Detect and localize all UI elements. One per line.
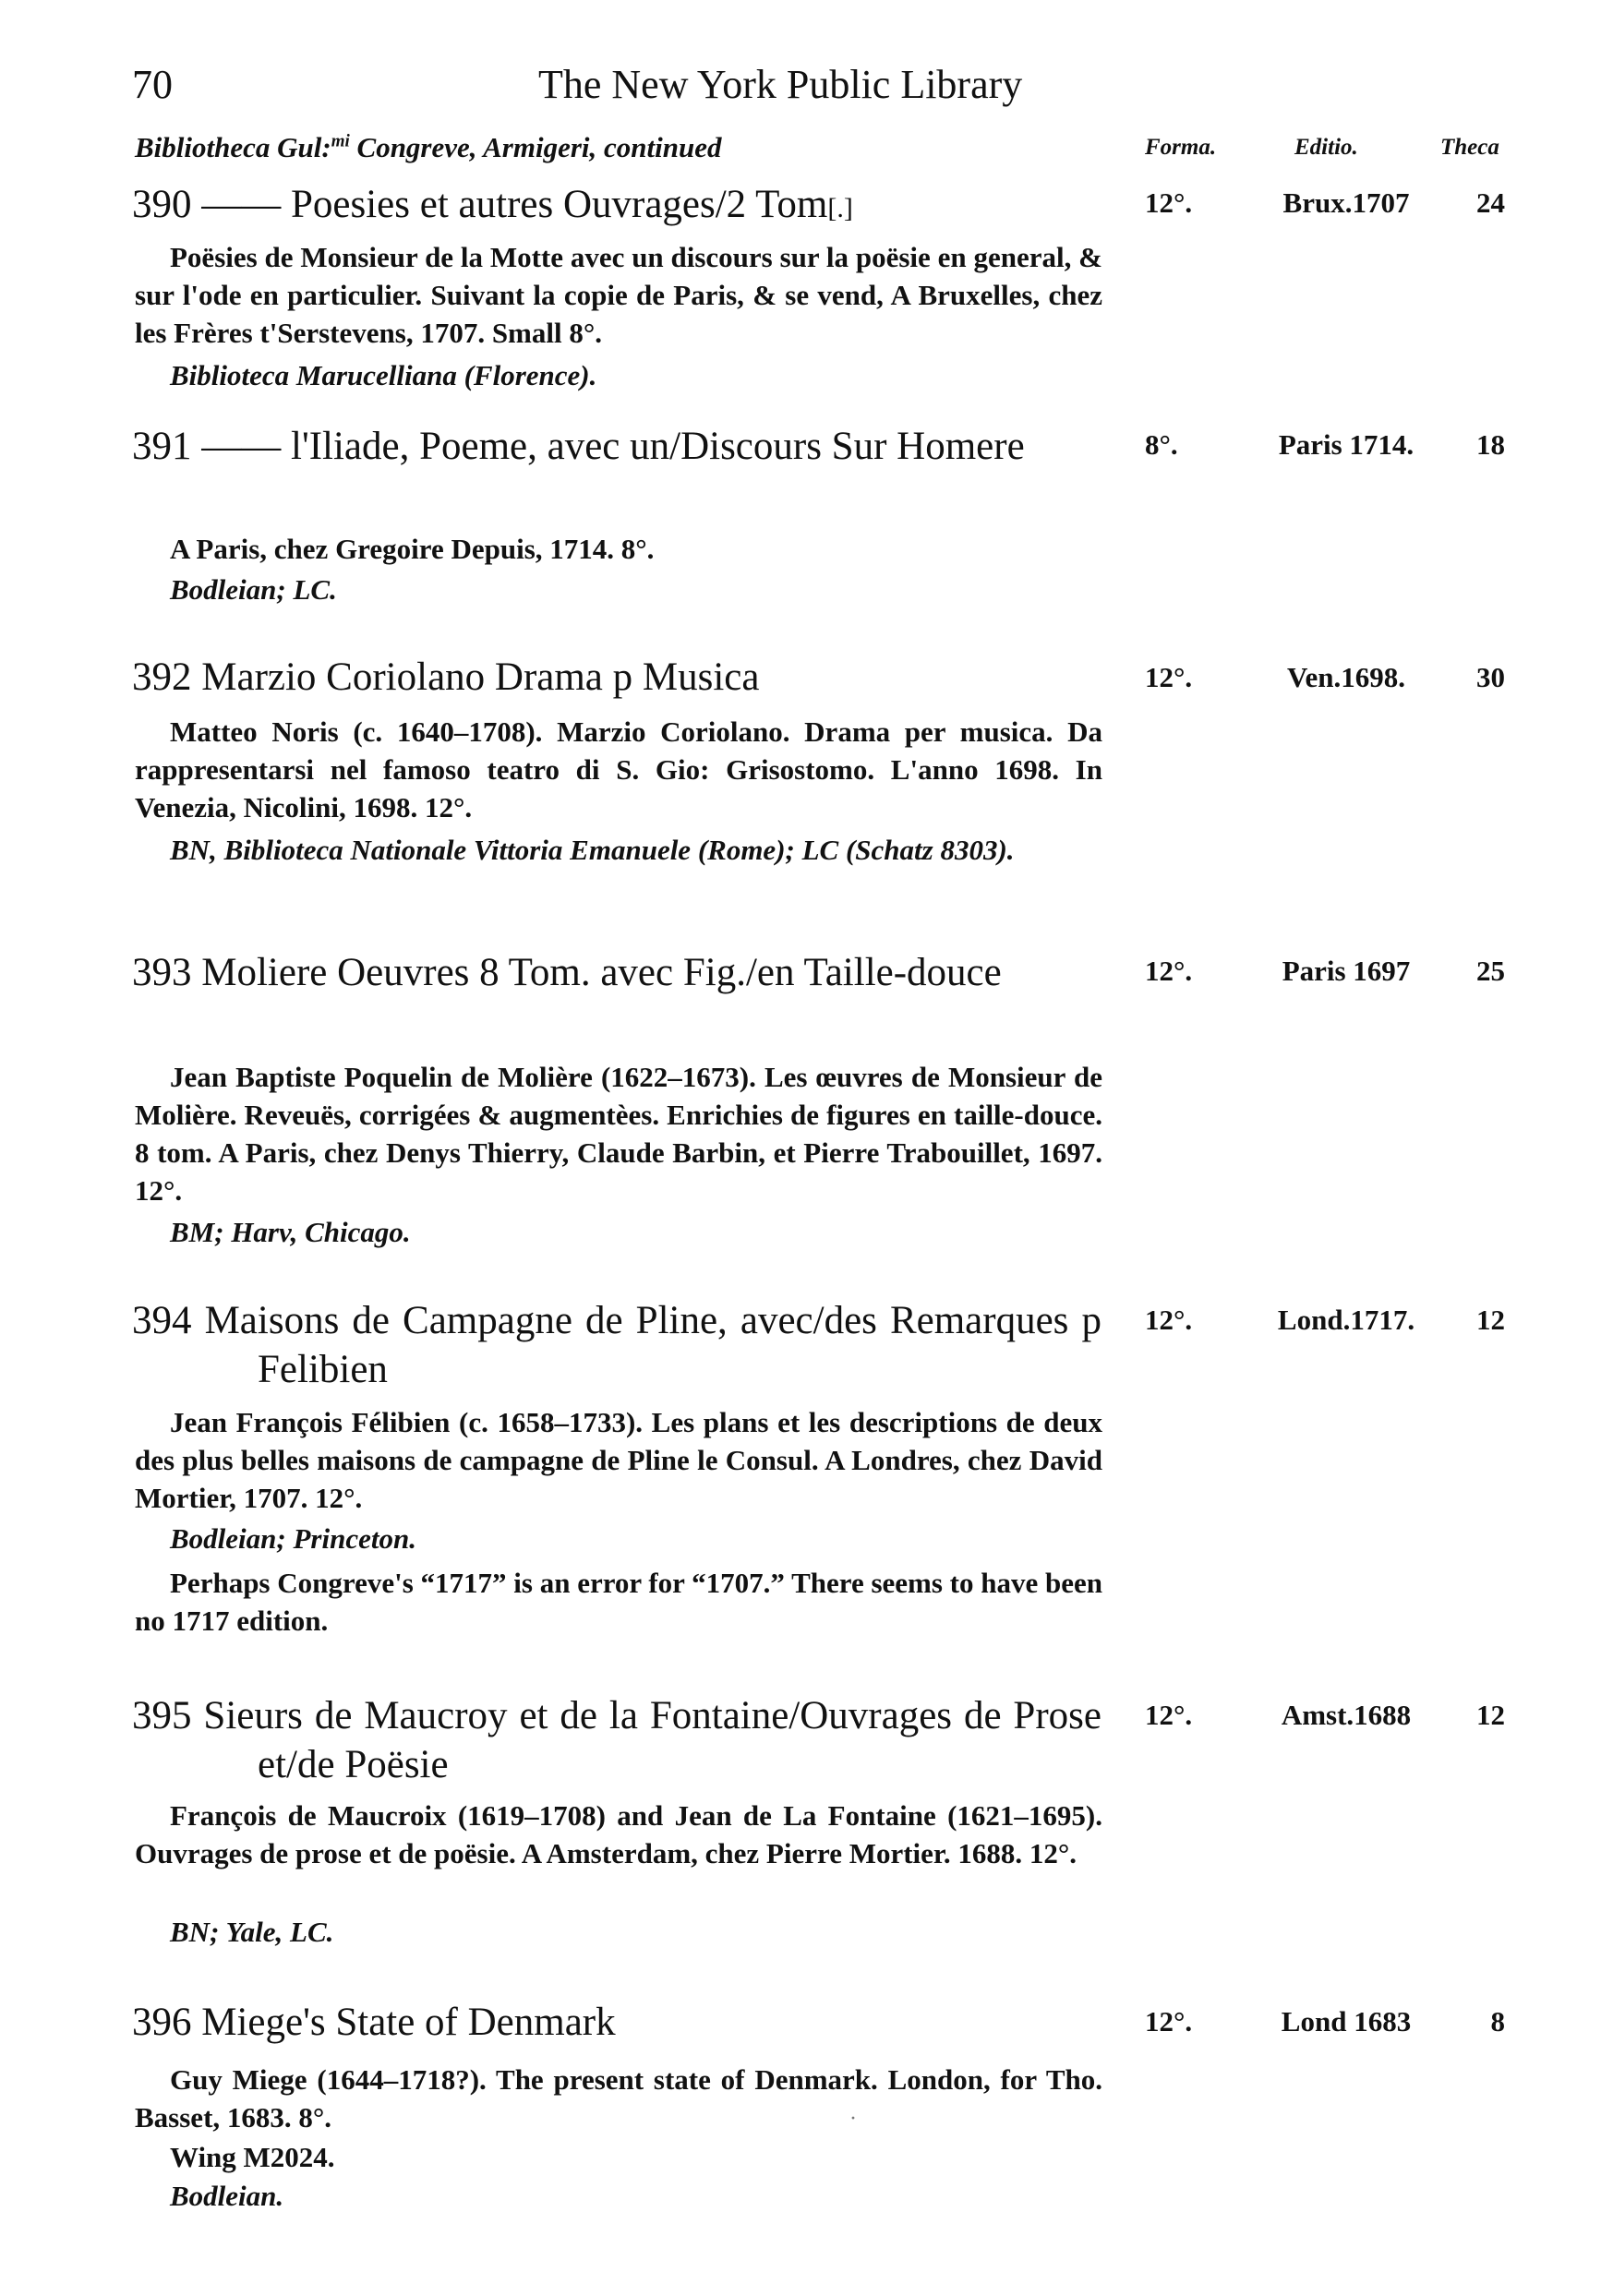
- entry-description: Jean Baptiste Poquelin de Molière (1622–1673). Les œuvres de Monsieur de Molière. Reveuës, corrigées & augmentèes. Enrichies de figures en taille-douce. 8 tom. A Paris, chez Denys Thierry, Claude Barbin, et Pierre Trabouillet, 1697. 12°.: [135, 1061, 1102, 1207]
- entry-title: 395 Sieurs de Maucroy et de la Fontaine/Ouvrages de Prose et/de Poësie: [132, 1694, 1101, 1786]
- entry-editio: Amst.1688: [1281, 1699, 1412, 1731]
- column-header-theca: Theca: [1440, 135, 1499, 160]
- entry-forma: 12°.: [1145, 1304, 1193, 1336]
- entry-title: 392 Marzio Coriolano Drama p Musica: [132, 655, 760, 699]
- column-header-editio: Editio.: [1294, 135, 1358, 160]
- entry-editio: Paris 1697: [1282, 955, 1411, 987]
- entry-editio: Lond 1683: [1281, 2005, 1412, 2038]
- entry-note: Perhaps Congreve's “1717” is an error for “1707.” There seems to have been no 1717 edition.: [135, 1567, 1102, 1637]
- entry-forma: 12°.: [1145, 1699, 1193, 1731]
- entry-theca: 18: [1476, 428, 1505, 461]
- entry-description: Guy Miege (1644–1718?). The present state of Denmark. London, for Tho. Basset, 1683. 8°.: [135, 2063, 1102, 2134]
- entry-forma: 12°.: [1145, 955, 1193, 987]
- entry-description: Poësies de Monsieur de la Motte avec un discours sur la poësie en general, & sur l'ode en particulier. Suivant la copie de Paris, & se vend, A Bruxelles, chez les Frères t'Serstevens, 1707. Small 8°.: [135, 241, 1102, 349]
- entry-theca: 25: [1476, 955, 1505, 987]
- entry-description: Matteo Noris (c. 1640–1708). Marzio Coriolano. Drama per musica. Da rappresentarsi nel famoso teatro di S. Gio: Grisostomo. L'anno 1698. In Venezia, Nicolini, 1698. 12°.: [135, 715, 1102, 823]
- entry-forma: 12°.: [1145, 186, 1193, 219]
- entry-theca: 12: [1476, 1304, 1505, 1336]
- page-number: 70: [132, 62, 173, 107]
- entry-locations: Bodleian; LC.: [170, 573, 337, 606]
- entry-theca: 12: [1476, 1699, 1505, 1731]
- entry-editio: Brux.1707: [1282, 186, 1410, 219]
- entry-reference: Wing M2024.: [170, 2141, 335, 2173]
- entry-description: François de Maucroix (1619–1708) and Jean de La Fontaine (1621–1695). Ouvrages de prose et de poësie. A Amsterdam, chez Pierre Mortier. 1688. 12°.: [135, 1799, 1102, 1869]
- catalog-heading: Bibliotheca Gul:$^{mi}$ Congreve, Armigeri, continued: [135, 131, 722, 163]
- entry-title: 393 Moliere Oeuvres 8 Tom. avec Fig./en Taille-douce: [132, 951, 1002, 994]
- entry-theca: 24: [1476, 186, 1505, 219]
- entry-editio: Lond.1717.: [1277, 1304, 1415, 1336]
- entry-description: A Paris, chez Gregoire Depuis, 1714. 8°.: [170, 533, 655, 565]
- entry-locations: BN; Yale, LC.: [170, 1916, 334, 1948]
- entry-title: 390 —— Poesies et autres Ouvrages/2 Tom[.]: [132, 183, 853, 226]
- entry-title: 391 —— l'Iliade, Poeme, avec un/Discours Sur Homere: [132, 425, 1025, 468]
- entry-locations: BM; Harv, Chicago.: [170, 1216, 411, 1248]
- ink-speck: ·: [849, 2107, 857, 2131]
- entry-title: 396 Miege's State of Denmark: [132, 2001, 616, 2044]
- entry-locations: Bodleian.: [170, 2180, 284, 2212]
- entry-editio: Paris 1714.: [1278, 428, 1414, 461]
- entry-editio: Ven.1698.: [1286, 661, 1406, 693]
- entry-theca: 8: [1490, 2005, 1505, 2038]
- entry-description: Jean François Félibien (c. 1658–1733). Les plans et les descriptions de deux des plus belles maisons de campagne de Pline le Consul. A Londres, chez David Mortier, 1707. 12°.: [135, 1406, 1102, 1514]
- entry-forma: 12°.: [1145, 2005, 1193, 2038]
- column-header-forma: Forma.: [1145, 135, 1217, 160]
- running-title: The New York Public Library: [538, 62, 1023, 107]
- entry-theca: 30: [1476, 661, 1505, 693]
- entry-forma: 8°.: [1145, 428, 1178, 461]
- entry-title: 394 Maisons de Campagne de Pline, avec/des Remarques p Felibien: [132, 1299, 1101, 1391]
- entry-locations: Biblioteca Marucelliana (Florence).: [170, 359, 597, 391]
- entry-locations: Bodleian; Princeton.: [170, 1522, 416, 1555]
- entry-forma: 12°.: [1145, 661, 1193, 693]
- entry-locations: BN, Biblioteca Nationale Vittoria Emanuele (Rome); LC (Schatz 8303).: [170, 834, 1015, 866]
